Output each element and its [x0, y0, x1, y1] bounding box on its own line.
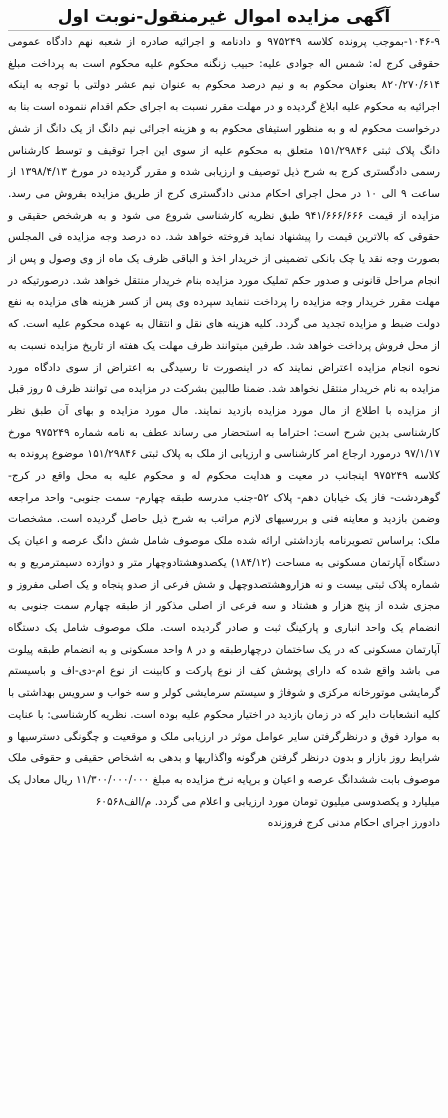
notice-body: [8, 32, 440, 835]
notice-signature: دادورز اجرای احکام مدنی کرج فروزنده: [267, 817, 440, 830]
notice-title: آگهی مزایده اموال غیرمنقول-نوبت اول: [8, 4, 440, 31]
notice-body-text: ۱۰۴۶-۹-بموجب پرونده کلاسه ۹۷۵۲۴۹ و دادنامه و اجرائیه صادره از شعبه نهم دادگاه عمومی حقوقی کرج له: شمس اله جوادی علیه: حبیب زنگنه محکوم علیه محکوم است به پرداخت مبلغ ۸۲۰/۲۷۰/۶۱۴ بعنوان محکوم به و نیم درصد محکوم به عنوان نیم عشر دولتی با توجه به اینکه اجرائیه به محکوم علیه ابلاغ گردیده و در مهلت مقرر نسبت به اجرای حکم اقدام ننموده است بنا به درخواست محکوم له و به منظور استیفای محکوم به و هزینه اجرائی نیم دانگ از یک دانگ از شش دانگ پلاک ثبتی ۱۵۱/۲۹۸۴۶ متعلق به محکوم علیه از سوی این اجرا توقیف و توسط کارشناس رسمی دادگستری کرج به شرح ذیل توصیف و ارزیابی شده و مقرر گردیده در مورخ ۱۳۹۸/۴/۱۳ از ساعت ۹ الی ۱۰ در محل اجرای احکام مدنی دادگستری کرج از طریق مزایده بفروش می رسد. مزایده از قیمت ۹۴۱/۶۶۶/۶۶۶ طبق نظریه کارشناسی شروع می شود و به هرشخص حقیقی و حقوقی که بالاترین قیمت را پیشنهاد نماید فروخته خواهد شد. ده درصد وجه مزایده فی المجلس بصورت وجه نقد یا چک بانکی تضمینی از خریدار اخذ و الباقی ظرف یک ماه از وی وصول و پس از انجام مراحل قانونی و صدور حکم تملیک مورد مزایده بنام خریدار منتقل خواهد شد. درصورتیکه در مهلت مقرر خریدار وجه مزایده را پرداخت ننماید سپرده وی پس از کسر هزینه های مزایده به نفع دولت ضبط و مزایده تجدید می گردد. کلیه هزینه های نقل و انتقال به عهده محکوم علیه است. که از محل فروش پرداخت خواهد شد. طرفین میتوانند ظرف مهلت یک هفته از تاریخ مزایده نسبت به نحوه انجام مزایده اعتراض نمایند که در اینصورت تا رسیدگی به اعتراض از سوی دادگاه مورد مزایده به نام خریدار منتقل نخواهد شد. ضمنا طالبین بشرکت در مزایده می توانند ظرف ۵ روز قبل از مزایده با اطلاع از مال مورد مزایده بازدید نمایند. مال مورد مزایده و بهای آن طبق نظر کارشناسی بدین شرح است: احتراما به استحضار می رساند عطف به نامه شماره ۹۷۵۲۴۹ مورخ ۹۷/۱/۱۷ درمورد ارجاع امر کارشناسی و ارزیابی از ملک به پلاک ثبتی ۱۵۱/۲۹۸۴۶ موضوع پرونده به کلاسه ۹۷۵۲۴۹ اینجانب در معیت و هدایت محکوم له و محکوم علیه به محل واقع در کرج- گوهردشت- فاز یک خیابان دهم- پلاک ۵۲-جنب مدرسه طبقه چهارم- سمت جنوبی- واحد مراجعه وضمن بازدید و معاینه فنی و بررسیهای لازم مراتب به شرح ذیل حاصل گردیده است. مشخصات ملک: براساس تصویرنامه بازداشتی ارائه شده ملک موصوف شامل شش دانگ عرصه و اعیان یک دستگاه آپارتمان مسکونی به مساحت (۱۸۴/۱۲) یکصدوهشتادوچهار متر و دوازده دسیمترمربع و به شماره پلاک ثبتی بیست و نه هزاروهشتصدوچهل و شش فرعی از صدو پنجاه و یک اصلی مفروز و مجزی شده از پنج هزار و هشتاد و سه فرعی از اصلی مذکور از طبقه چهارم سمت جنوبی به انضمام یک واحد انباری و پارکینگ ثبت و صادر گردیده است. ملک موصوف شامل یک دستگاه آپارتمان مسکونی که در یک ساختمان درچهارطبقه و در ۸ واحد مسکونی و به انضمام طبقه پیلوت می باشد واقع شده که دارای پوشش کف از نوع پارکت و کابینت از نوع ام-دی-اف و باسیستم گرمایشی موتورخانه مرکزی و شوفاژ و سیستم سرمایشی کولر و سه خواب و سرویس بهداشتی با کلیه انشعابات دایر که در زمان بازدید در اختیار محکوم علیه بوده است. نظریه کارشناسی: با عنایت به موارد فوق و درنظرگرفتن سایر عوامل موثر در ارزیابی ملک و موقعیت و چگونگی دسترسیها و شرایط روز بازار و بدون درنظر گرفتن هرگونه واگذاریها و بدهی به اشخاص حقیقی و حقوقی ملک موصوف بابت ششدانگ عرصه و اعیان و برپایه نرخ مزایده به مبلغ ۱۱/۳۰۰/۰۰۰/۰۰۰ ریال معادل یک میلیارد و یکصدوسی میلیون تومان مورد ارزیابی و اعلام می گردد. م/الف۶۰۵۶۸: [8, 36, 441, 808]
